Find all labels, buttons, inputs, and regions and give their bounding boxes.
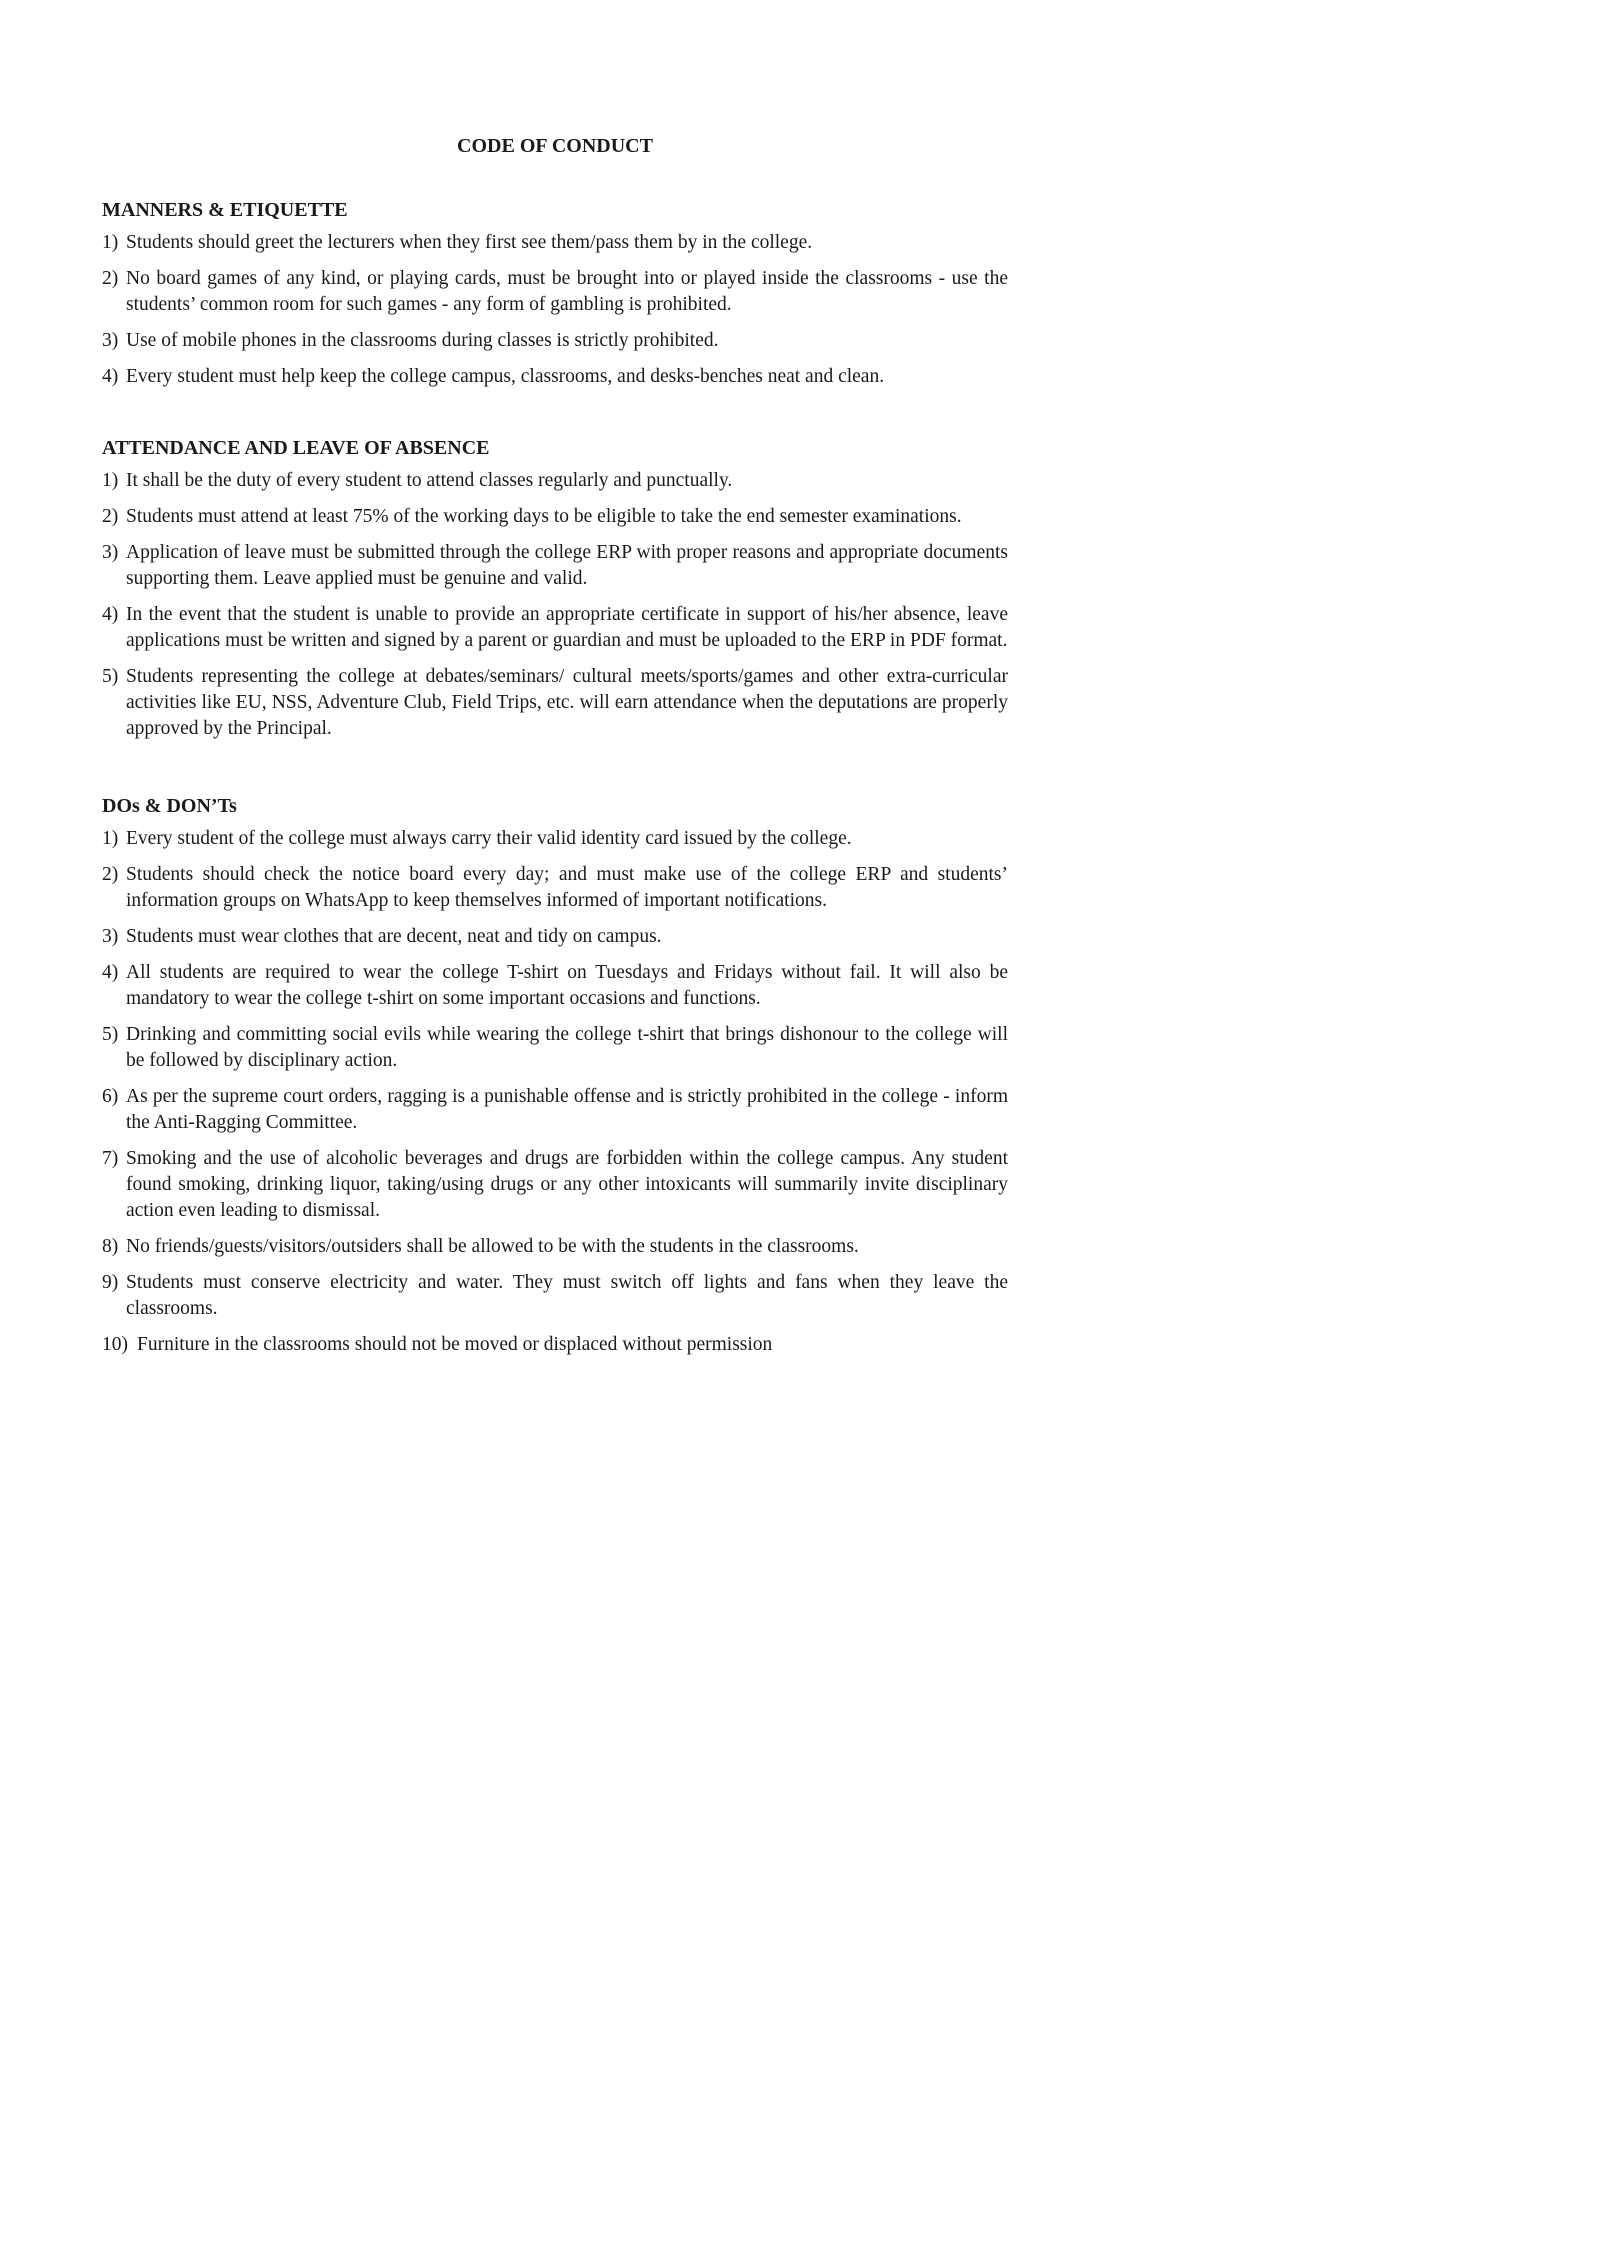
section-dos-donts xyxy=(102,792,1008,1358)
rule-text: Students must wear clothes that are decent, neat and tidy on campus. xyxy=(126,926,662,947)
rule-number: 5) xyxy=(102,1024,119,1045)
rule-number: 1) xyxy=(102,828,119,849)
rule-item xyxy=(102,1022,1008,1074)
rule-text: Students should greet the lecturers when they first see them/pass them by in the college. xyxy=(126,232,813,253)
rule-text: As per the supreme court orders, ragging is a punishable offense and is strictly prohibited in the college - inform the Anti-Ragging Committee. xyxy=(126,1086,1008,1133)
rule-item xyxy=(102,364,1008,390)
section-attendance-leave xyxy=(102,434,1008,742)
rule-item xyxy=(102,328,1008,354)
rule-number: 5) xyxy=(102,666,119,687)
rule-text: In the event that the student is unable to provide an appropriate certificate in support of his/her absence, leave applications must be written and signed by a parent or guardian and must be uploaded to the ERP in PDF format. xyxy=(126,604,1008,651)
rule-item xyxy=(102,664,1008,742)
rule-text: It shall be the duty of every student to attend classes regularly and punctually. xyxy=(126,470,733,491)
rule-item xyxy=(102,862,1008,914)
rule-text: Drinking and committing social evils while wearing the college t-shirt that brings dishonour to the college will be followed by disciplinary action. xyxy=(126,1024,1008,1071)
rule-text: Students must attend at least 75% of the working days to be eligible to take the end semester examinations. xyxy=(126,506,962,527)
rule-list xyxy=(102,230,1008,390)
rule-text: Application of leave must be submitted through the college ERP with proper reasons and appropriate documents supporting them. Leave applied must be genuine and valid. xyxy=(126,542,1008,589)
rule-item xyxy=(102,230,1008,256)
section-heading: DOs & DON’Ts xyxy=(102,795,237,817)
rule-item xyxy=(102,1332,1008,1358)
rule-item xyxy=(102,1084,1008,1136)
rule-list xyxy=(102,826,1008,1358)
rule-number: 6) xyxy=(102,1086,119,1107)
rule-number: 4) xyxy=(102,366,119,387)
rule-number: 3) xyxy=(102,926,119,947)
rule-number: 2) xyxy=(102,268,119,289)
document-page xyxy=(102,132,1008,1368)
rule-number: 1) xyxy=(102,470,119,491)
rule-number: 2) xyxy=(102,864,119,885)
rule-text: Use of mobile phones in the classrooms during classes is strictly prohibited. xyxy=(126,330,719,351)
rule-text: No friends/guests/visitors/outsiders shall be allowed to be with the students in the classrooms. xyxy=(126,1236,859,1257)
rule-item xyxy=(102,266,1008,318)
rule-number: 7) xyxy=(102,1148,119,1169)
rule-item xyxy=(102,924,1008,950)
rule-number: 9) xyxy=(102,1272,119,1293)
rule-item xyxy=(102,1234,1008,1260)
rule-item xyxy=(102,540,1008,592)
rule-text: No board games of any kind, or playing cards, must be brought into or played inside the classrooms - use the students’ common room for such games - any form of gambling is prohibited. xyxy=(126,268,1008,315)
rule-number: 2) xyxy=(102,506,119,527)
section-heading: ATTENDANCE AND LEAVE OF ABSENCE xyxy=(102,437,490,459)
rule-text: Furniture in the classrooms should not be moved or displaced without permission xyxy=(137,1334,773,1355)
rule-text: Smoking and the use of alcoholic beverages and drugs are forbidden within the college campus. Any student found smoking, drinking liquor, taking/using drugs or any other intoxicants will summarily invite disciplinary action even leading to dismissal. xyxy=(126,1148,1008,1221)
rule-list xyxy=(102,468,1008,742)
rule-item xyxy=(102,468,1008,494)
rule-number: 10) xyxy=(102,1334,128,1355)
rule-item xyxy=(102,1270,1008,1322)
rule-item xyxy=(102,1146,1008,1224)
rule-text: Students must conserve electricity and water. They must switch off lights and fans when they leave the classrooms. xyxy=(126,1272,1008,1319)
rule-number: 3) xyxy=(102,330,119,351)
document-title: CODE OF CONDUCT xyxy=(457,135,653,157)
rule-number: 8) xyxy=(102,1236,119,1257)
section-manners-etiquette xyxy=(102,196,1008,390)
rule-item xyxy=(102,826,1008,852)
rule-number: 4) xyxy=(102,962,119,983)
rule-text: Every student of the college must always carry their valid identity card issued by the college. xyxy=(126,828,852,849)
rule-item xyxy=(102,960,1008,1012)
rule-item xyxy=(102,602,1008,654)
rule-number: 1) xyxy=(102,232,119,253)
rule-item xyxy=(102,504,1008,530)
rule-number: 3) xyxy=(102,542,119,563)
rule-text: All students are required to wear the college T-shirt on Tuesdays and Fridays without fail. It will also be mandatory to wear the college t-shirt on some important occasions and functions. xyxy=(126,962,1008,1009)
rule-text: Every student must help keep the college campus, classrooms, and desks-benches neat and clean. xyxy=(126,366,885,387)
rule-text: Students representing the college at debates/seminars/ cultural meets/sports/games and other extra-curricular activities like EU, NSS, Adventure Club, Field Trips, etc. will earn attendance when the deputations are properly approved by the Principal. xyxy=(126,666,1008,739)
rule-text: Students should check the notice board every day; and must make use of the college ERP and students’ information groups on WhatsApp to keep themselves informed of important notifications. xyxy=(126,864,1008,911)
section-heading: MANNERS & ETIQUETTE xyxy=(102,199,348,221)
rule-number: 4) xyxy=(102,604,119,625)
